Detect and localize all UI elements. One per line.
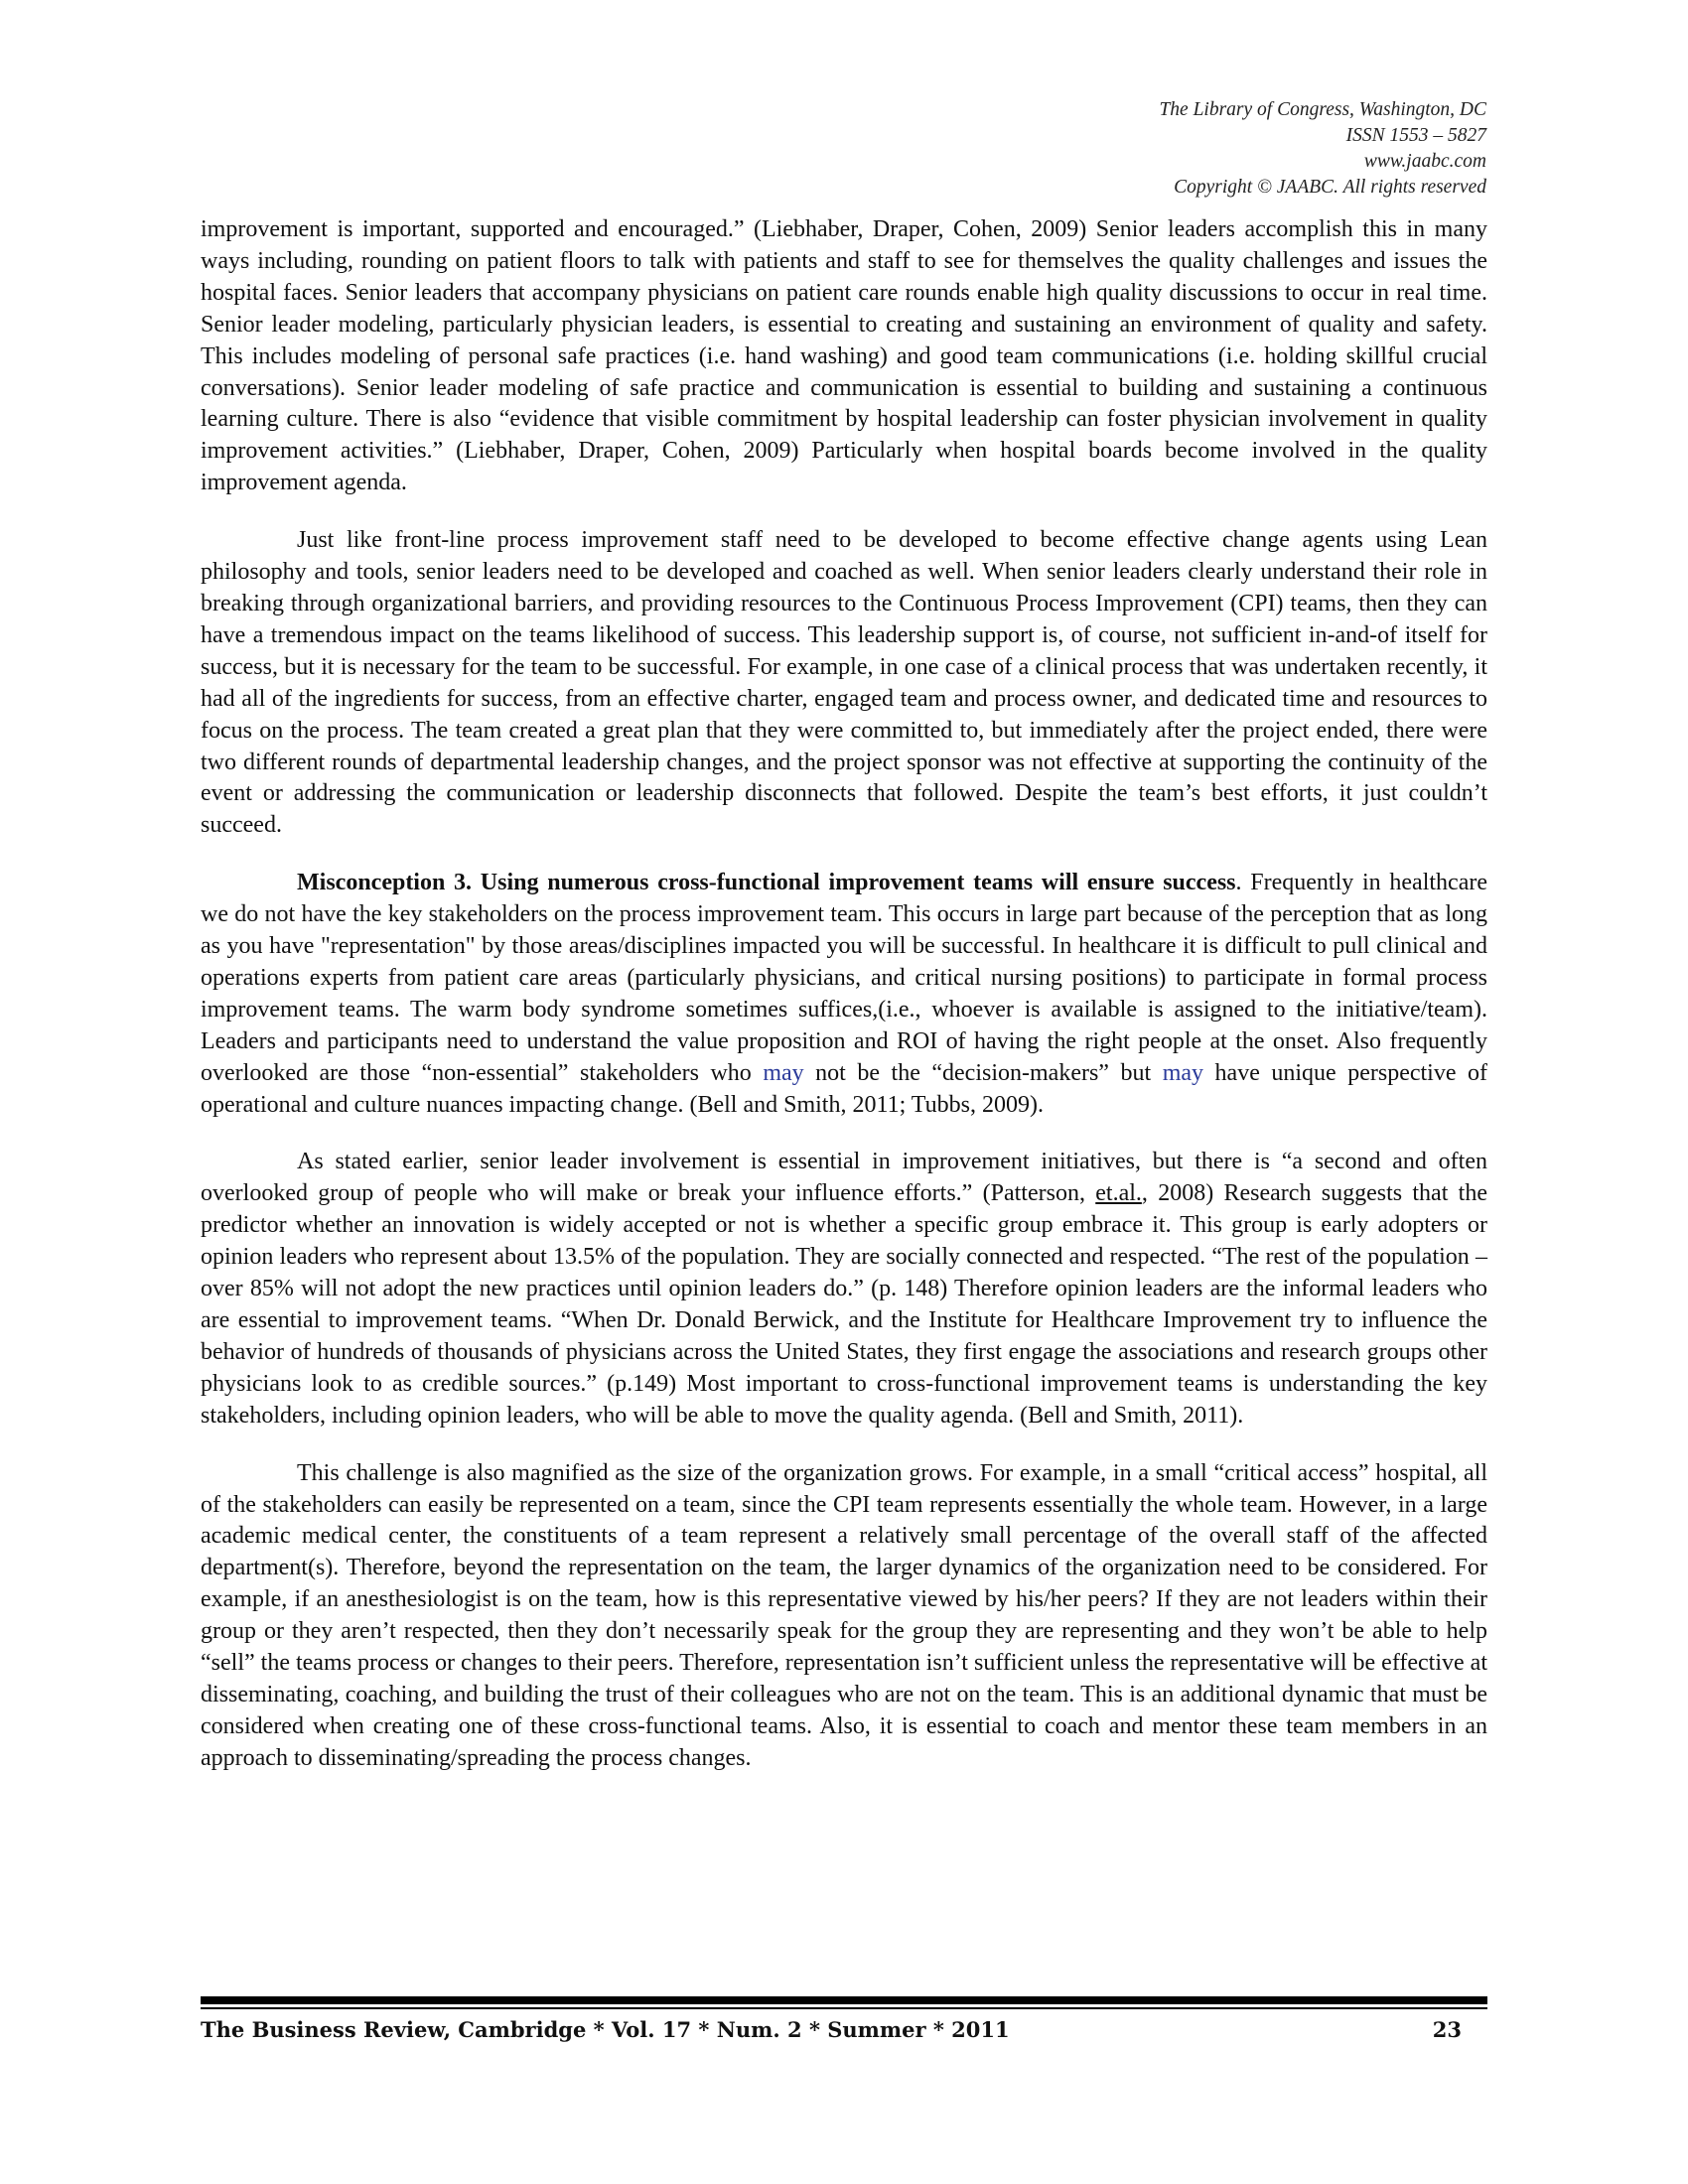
paragraph-4-text-a: As stated earlier, senior leader involvement is essential in improvement initiatives, but there is “a second and often overlooked group of people who will make or break your influence efforts.” (Patterson,	[201, 1149, 1487, 1207]
paragraph-5: This challenge is also magnified as the size of the organization grows. For example, in a small “critical access” hospital, all of the stakeholders can easily be represented on a team, since the CPI team represents essentially the whole team. However, in a large academic medical center, the constituents of a team represent a relatively small percentage of the overall staff of the affected department(s). Therefore, beyond the representation on the team, the larger dynamics of the organization need to be considered. For example, if an anesthesiologist is on the team, how is this representative viewed by his/her peers? If they are not leaders within their group or they aren’t respected, then they don’t necessarily speak for the group they are representing and they won’t be able to help “sell” the teams process or changes to their peers. Therefore, representation isn’t sufficient unless the representative will be effective at disseminating, coaching, and building the trust of their colleagues who are not on the team. This is an additional dynamic that must be considered when creating one of these cross-functional teams. Also, it is essential to coach and mentor these team members in an approach to disseminating/spreading the process changes.	[201, 1459, 1487, 1771]
header-copyright-line: Copyright © JAABC. All rights reserved	[1174, 177, 1486, 198]
paragraph-1: improvement is important, supported and encouraged.” (Liebhaber, Draper, Cohen, 2009) Senior leaders accomplish this in many ways including, rounding on patient floors to talk with patients and staff to see for themselves the quality challenges and issues the hospital faces. Senior leaders that accompany physicians on patient care rounds enable high quality discussions to occur in real time. Senior leader modeling, particularly physician leaders, is essential to creating and sustaining an environment of quality and safety. This includes modeling of personal safe practices (i.e. hand washing) and good team communications (i.e. holding skillful crucial conversations). Senior leader modeling of safe practice and communication is essential to building and sustaining a continuous learning culture. There is also “evidence that visible commitment by hospital leadership can foster physician involvement in quality improvement activities.” (Liebhaber, Draper, Cohen, 2009) Particularly when hospital boards become involved in the quality improvement agenda.	[201, 216, 1487, 496]
paragraph-4-etal: et.al.	[1095, 1180, 1142, 1207]
footer-journal-citation: The Business Review, Cambridge * Vol. 17 * Num. 2 * Summer * 2011	[201, 2017, 1010, 2042]
paragraph-3-may-2: may	[1162, 1059, 1204, 1086]
paragraph-3	[201, 868, 1487, 1121]
paragraph-4	[201, 1147, 1487, 1432]
paragraph-3-text-a: . Frequently in healthcare we do not have the key stakeholders on the process improvement team. This occurs in large part because of the perception that as long as you have "representation" by those areas/disciplines impacted you will be successful. In healthcare it is difficult to pull clinical and operations experts from patient care areas (particularly physicians, and critical nursing positions) to participate in formal process improvement teams. The warm body syndrome sometimes suffices,(i.e., whoever is available is assigned to the initiative/team). Leaders and participants need to understand the value proposition and ROI of having the right people at the onset. Also frequently overlooked are those “non-essential” stakeholders who	[201, 870, 1487, 1086]
header-library-line: The Library of Congress, Washington, DC	[1159, 99, 1486, 120]
page-header	[1159, 97, 1486, 201]
paragraph-4-text-b: , 2008) Research suggests that the predictor whether an innovation is widely accepted or not is whether a specific group embrace it. This group is early adopters or opinion leaders who represent about 13.5% of the population. They are socially connected and respected. “The rest of the population – over 85% will not adopt the new practices until opinion leaders do.” (p. 148) Therefore opinion leaders are the informal leaders who are essential to improvement teams. “When Dr. Donald Berwick, and the Institute for Healthcare Improvement try to influence the behavior of hundreds of thousands of physicians across the United States, they first engage the associations and research groups other physicians look to as credible sources.” (p.149) Most important to cross-functional improvement teams is understanding the key stakeholders, including opinion leaders, who will be able to move the quality agenda. (Bell and Smith, 2011).	[201, 1180, 1487, 1429]
paragraph-3-text-b: not be the “decision-makers” but	[803, 1059, 1163, 1086]
paragraph-3-may-1: may	[763, 1059, 804, 1086]
misconception-heading: Misconception 3. Using numerous cross-functional improvement teams will ensure success	[297, 870, 1236, 896]
paragraph-3-text-c: have unique perspective of operational and culture nuances impacting change. (Bell and Smith, 2011; Tubbs, 2009).	[201, 1059, 1488, 1118]
header-website-line: www.jaabc.com	[1363, 151, 1486, 172]
footer-rule-thick	[201, 1996, 1487, 2004]
article-body	[201, 214, 1487, 1801]
page-number: 23	[1432, 2017, 1462, 2042]
paragraph-2: Just like front-line process improvement staff need to be developed to become effective change agents using Lean philosophy and tools, senior leaders need to be developed and coached as well. When senior leaders clearly understand their role in breaking through organizational barriers, and providing resources to the Continuous Process Improvement (CPI) teams, then they can have a tremendous impact on the teams likelihood of success. This leadership support is, of course, not sufficient in-and-of itself for success, but it is necessary for the team to be successful. For example, in one case of a clinical process that was undertaken recently, it had all of the ingredients for success, from an effective charter, engaged team and process owner, and dedicated time and resources to focus on the process. The team created a great plan that they were committed to, but immediately after the project ended, there were two different rounds of departmental leadership changes, and the project sponsor was not effective at supporting the continuity of the event or addressing the communication or leadership disconnects that followed. Despite the team’s best efforts, it just couldn’t succeed.	[201, 527, 1487, 839]
footer-rule-thin	[201, 2007, 1487, 2009]
header-issn-line: ISSN 1553 – 5827	[1345, 125, 1486, 146]
